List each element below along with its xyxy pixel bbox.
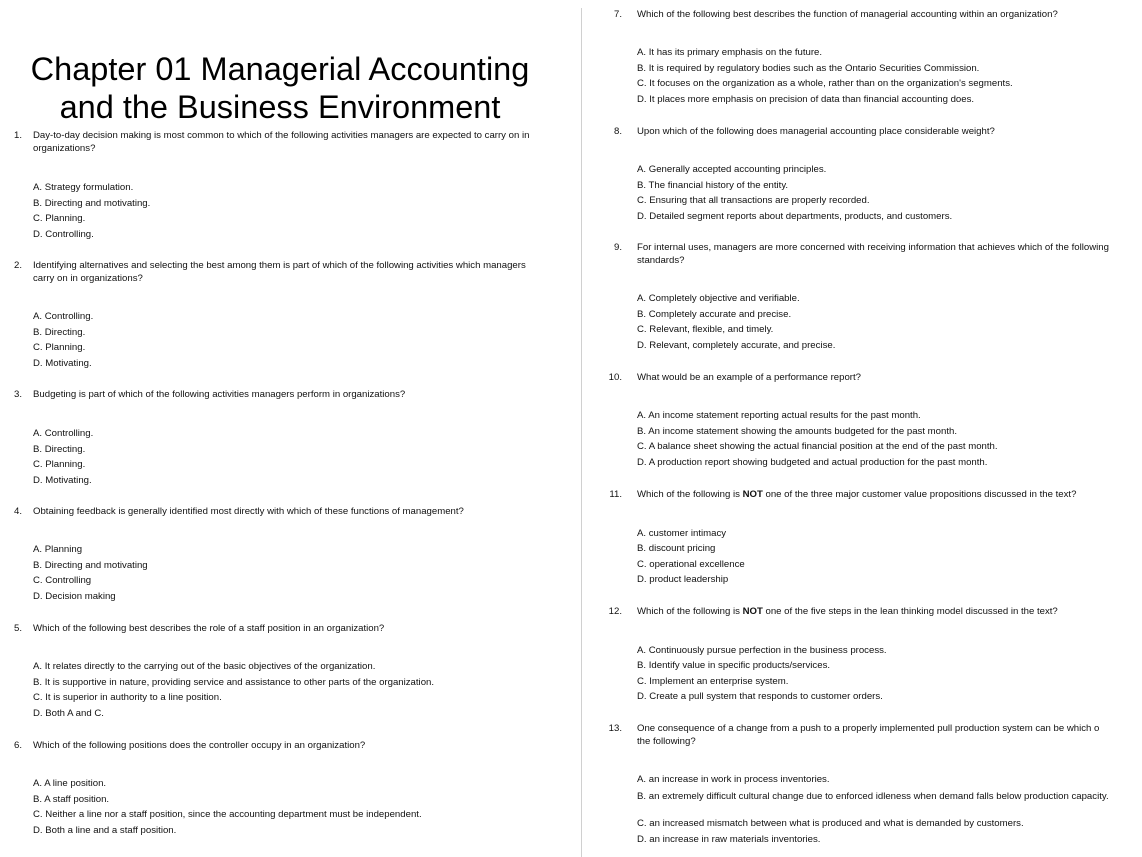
question-number: 10.: [608, 372, 622, 383]
question-text: [637, 605, 1142, 618]
option-b: B. Identify value in specific products/services.: [637, 660, 831, 671]
question-text: Upon which of the following does managerial accounting place considerable weight?: [637, 126, 995, 137]
option-c: C. Implement an enterprise system.: [637, 676, 789, 687]
option-c: C. It focuses on the organization as a whole, rather than on the organization's segments.: [637, 78, 1013, 89]
option-c: C. It is superior in authority to a line position.: [33, 692, 222, 703]
question-number: 11.: [609, 489, 622, 500]
option-d: D. Detailed segment reports about departments, products, and customers.: [637, 211, 953, 222]
option-d: D. Both A and C.: [33, 708, 104, 719]
option-b: B. An income statement showing the amounts budgeted for the past month.: [637, 426, 957, 437]
question-number: 12.: [608, 606, 622, 617]
option-b: [637, 790, 1122, 803]
option-b: B. Completely accurate and precise.: [637, 309, 792, 320]
question-number: 3.: [13, 389, 22, 400]
question-number: 13.: [608, 723, 622, 734]
option-d: D. an increase in raw materials inventories.: [637, 834, 821, 845]
right-column: [600, 0, 1142, 857]
option-a: A. A line position.: [33, 778, 107, 789]
option-c: C. Planning.: [33, 213, 86, 224]
question-text-line-1: One consequence of a change from a push to a properly implemented pull production system can be which o: [637, 723, 1100, 734]
question-number: 8.: [613, 126, 622, 137]
question-text-end: one of the three major customer value propositions discussed in the text?: [762, 489, 1077, 500]
option-a: A. Continuously pursue perfection in the business process.: [637, 645, 887, 656]
question-number: 6.: [13, 740, 22, 751]
option-d: D. Create a pull system that responds to customer orders.: [637, 691, 883, 702]
emphasis-not: NOT: [742, 489, 763, 500]
question-text: Which of the following best describes the role of a staff position in an organization?: [33, 623, 385, 634]
question-text: Obtaining feedback is generally identified most directly with which of these functions of management?: [33, 506, 464, 517]
option-c: C. Ensuring that all transactions are properly recorded.: [637, 195, 870, 206]
question-number: 4.: [13, 506, 22, 517]
emphasis-not: NOT: [742, 606, 763, 617]
option-d: D. A production report showing budgeted and actual production for the past month.: [637, 457, 988, 468]
question-text: Which of the following best describes the function of managerial accounting within an organization?: [637, 9, 1058, 20]
option-c: C. Planning.: [33, 459, 86, 470]
option-b: B. It is required by regulatory bodies such as the Ontario Securities Commission.: [637, 63, 980, 74]
option-d: D. It places more emphasis on precision of data than financial accounting does.: [637, 94, 975, 105]
option-c: C. operational excellence: [637, 559, 745, 570]
question-text: Day-to-day decision making is most common to which of the following activities managers are expected to carry on in organizations?: [33, 130, 530, 154]
option-b: B. Directing and motivating: [33, 560, 148, 571]
option-d: D. Both a line and a staff position.: [33, 825, 177, 836]
question-text: [637, 488, 1142, 501]
question-text-start: Which of the following is: [637, 606, 743, 617]
option-b: B. Directing and motivating.: [33, 198, 151, 209]
option-b: B. It is supportive in nature, providing service and assistance to other parts of the organization.: [33, 677, 435, 688]
option-a: A. Controlling.: [33, 428, 94, 439]
option-a: A. An income statement reporting actual results for the past month.: [637, 410, 921, 421]
option-d: D. Controlling.: [33, 229, 94, 240]
question-text: [637, 722, 1142, 748]
question-number: 1.: [13, 130, 22, 141]
option-d: D. product leadership: [637, 574, 729, 585]
option-b: B. A staff position.: [33, 794, 110, 805]
question-13: [600, 722, 1142, 748]
option-a: A. Strategy formulation.: [33, 182, 134, 193]
option-b: B. Directing.: [33, 327, 86, 338]
option-c: C. A balance sheet showing the actual financial position at the end of the past month.: [637, 441, 998, 452]
option-a: A. an increase in work in process inventories.: [637, 774, 830, 785]
question-number: 2.: [13, 260, 22, 271]
question-text: For internal uses, managers are more concerned with receiving information that achieves which of the following standards?: [637, 242, 1109, 266]
question-text: Budgeting is part of which of the following activities managers perform in organizations?: [33, 389, 406, 400]
option-d: D. Decision making: [33, 591, 116, 602]
question-text: Identifying alternatives and selecting the best among them is part of which of the following activities which managers carry on in organizations?: [33, 260, 526, 284]
question-number: 5.: [13, 623, 22, 634]
option-a: A. customer intimacy: [637, 528, 727, 539]
page-title: Chapter 01 Managerial Accounting and the Business Environment: [30, 51, 530, 125]
option-c: C. Controlling: [33, 575, 92, 586]
question-text: What would be an example of a performance report?: [637, 372, 861, 383]
option-d: D. Relevant, completely accurate, and precise.: [637, 340, 836, 351]
option-c: C. Planning.: [33, 342, 86, 353]
question-text-line-2: the following?: [637, 736, 696, 747]
option-c: C. Relevant, flexible, and timely.: [637, 324, 774, 335]
option-b: B. discount pricing: [637, 543, 716, 554]
option-c: C. an increased mismatch between what is produced and what is demanded by customers.: [637, 818, 1024, 829]
option-b: B. The financial history of the entity.: [637, 180, 789, 191]
option-a: A. Planning: [33, 544, 83, 555]
column-divider: [581, 8, 582, 857]
option-a: A. Generally accepted accounting principles.: [637, 164, 827, 175]
question-text-start: Which of the following is: [637, 489, 743, 500]
option-a: A. Controlling.: [33, 311, 94, 322]
option-a: A. Completely objective and verifiable.: [637, 293, 800, 304]
option-b: B. Directing.: [33, 444, 86, 455]
option-a: A. It has its primary emphasis on the future.: [637, 47, 823, 58]
option-a: A. It relates directly to the carrying out of the basic objectives of the organization.: [33, 661, 376, 672]
option-d: D. Motivating.: [33, 475, 92, 486]
question-text-end: one of the five steps in the lean thinking model discussed in the text?: [762, 606, 1058, 617]
option-c: C. Neither a line nor a staff position, since the accounting department must be independent.: [33, 809, 422, 820]
option-b-text: B. an extremely difficult cultural change due to enforced idleness when demand falls below production capacity.: [637, 791, 1109, 802]
left-column: [0, 0, 560, 857]
question-number: 9.: [613, 242, 622, 253]
option-d: D. Motivating.: [33, 358, 92, 369]
question-number: 7.: [613, 9, 622, 20]
question-text: Which of the following positions does the controller occupy in an organization?: [33, 740, 366, 751]
